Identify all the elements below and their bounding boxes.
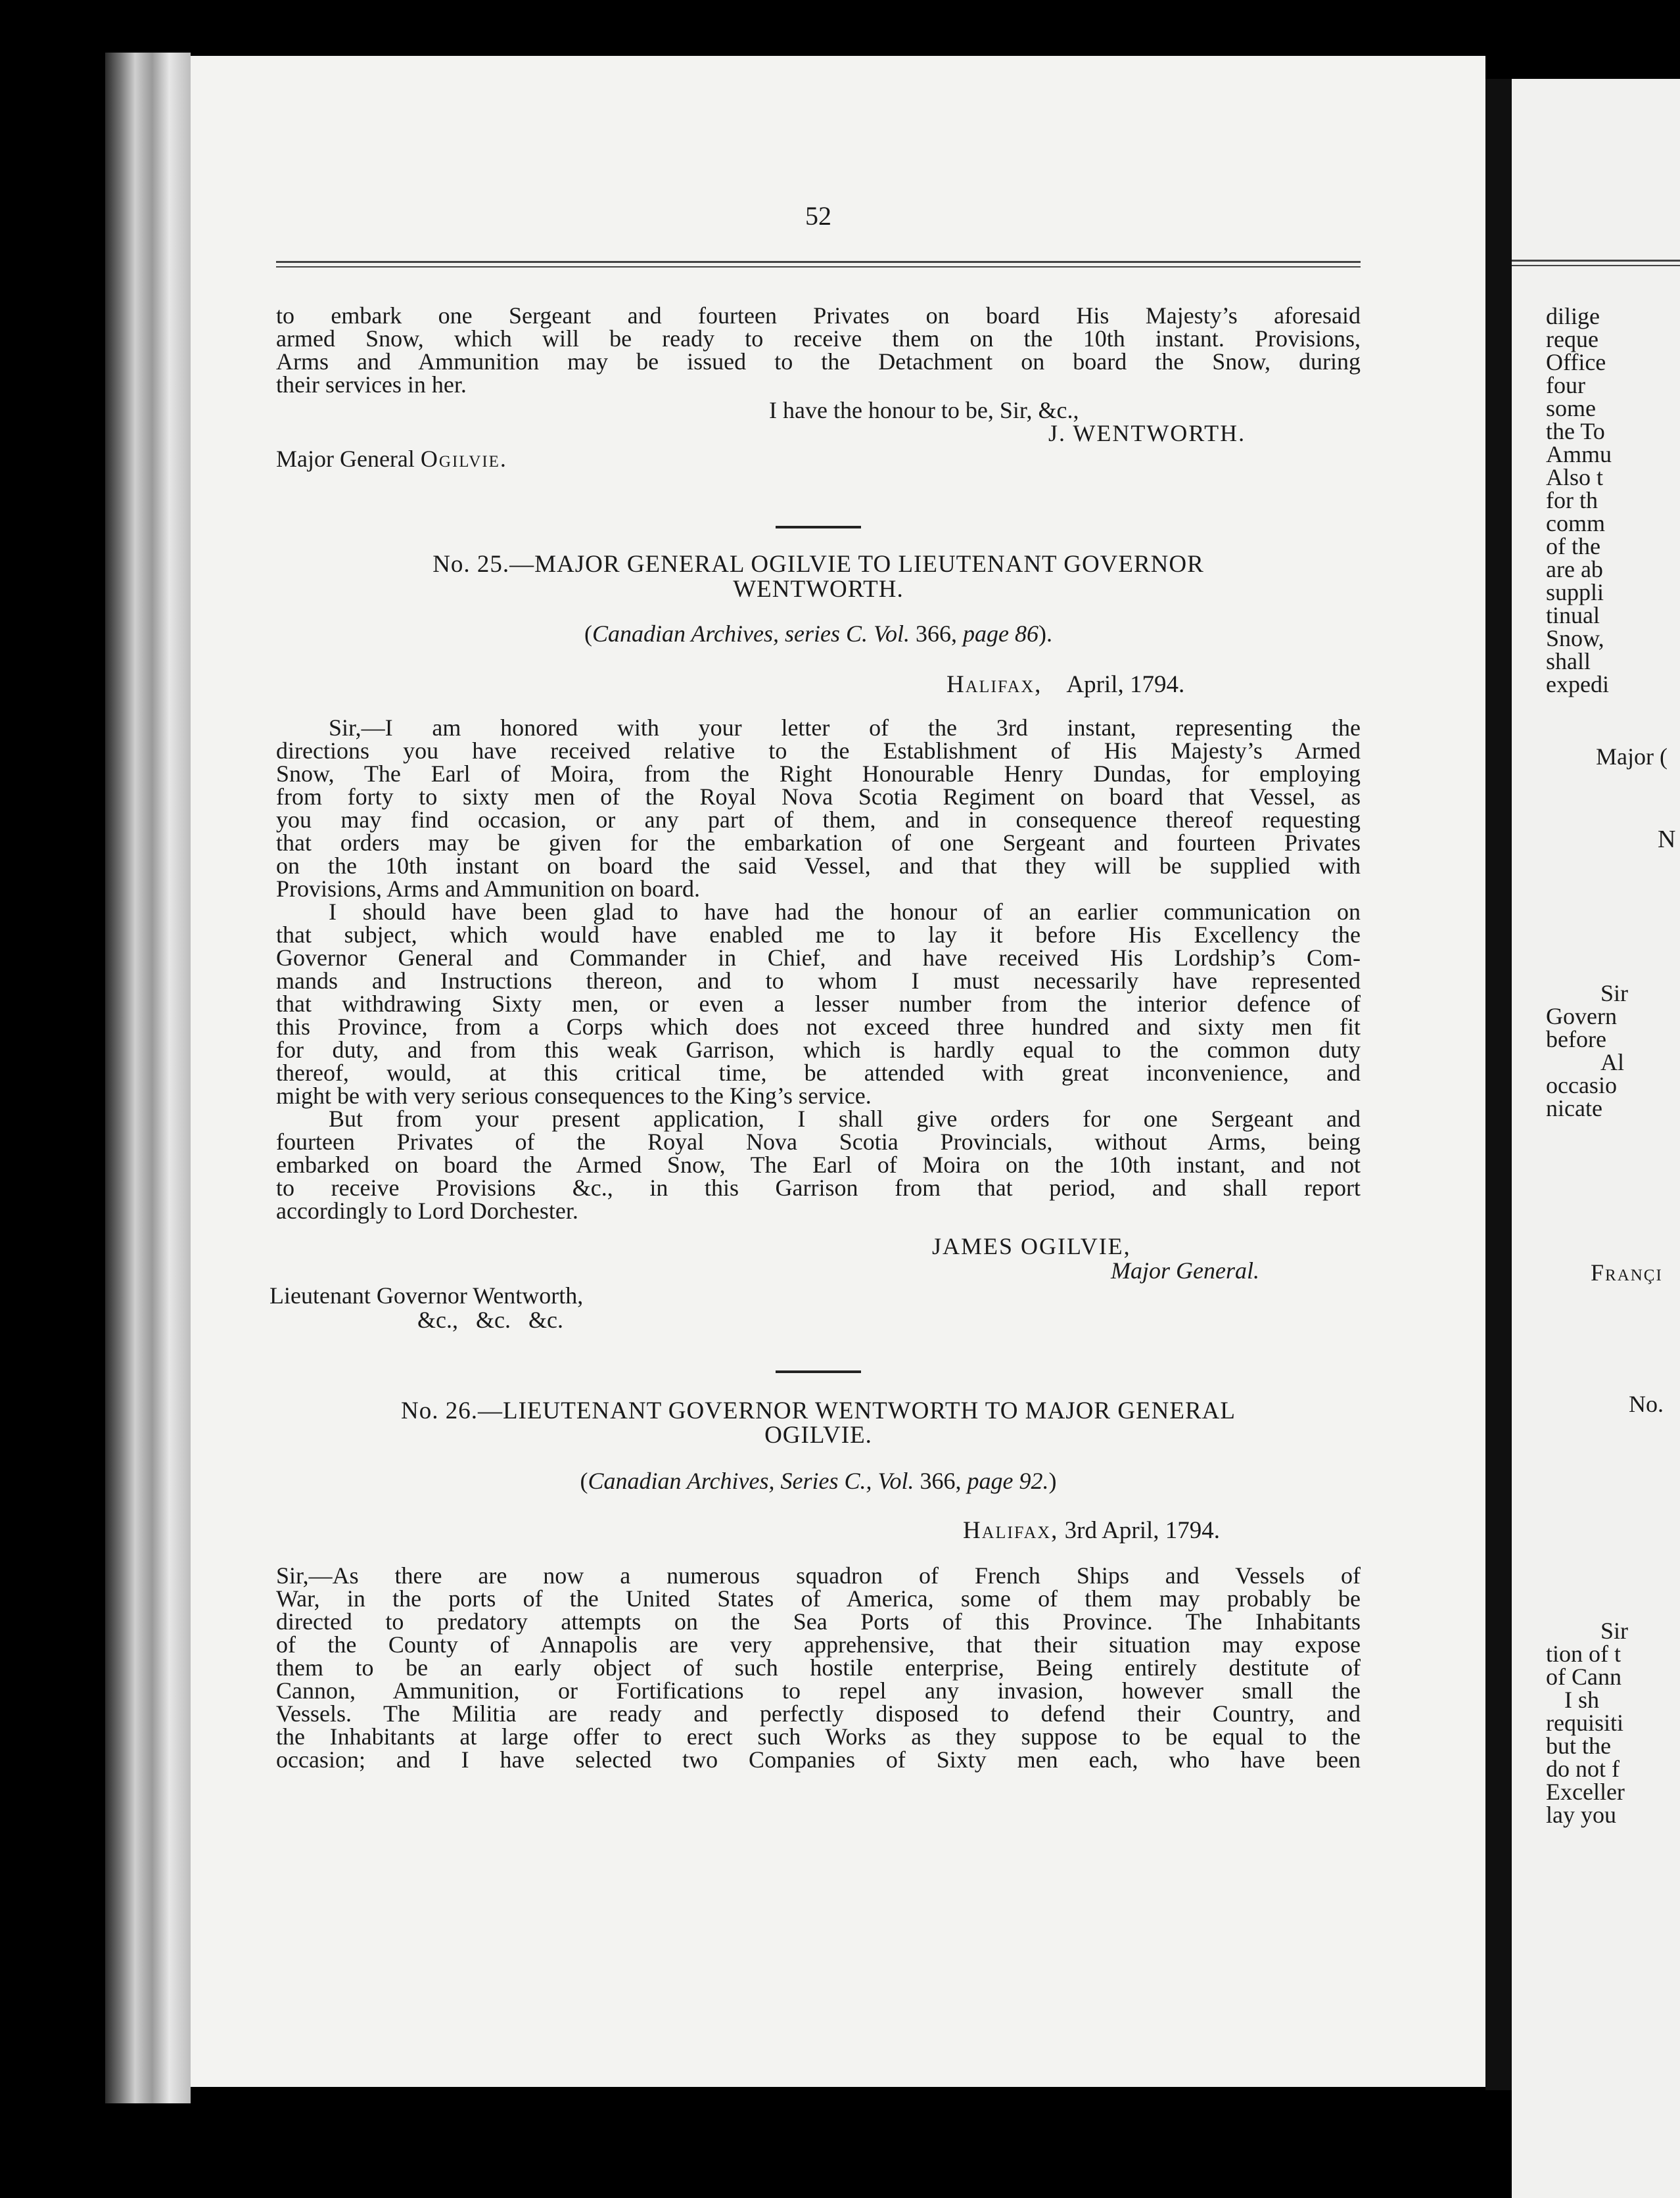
text-line: that subject, which would have enabled me to lay it before His Excellency the	[276, 922, 1361, 948]
text-line: Governor General and Commander in Chief, and have received His Lordship’s Com-	[276, 945, 1361, 971]
text-line: the Inhabitants at large offer to erect such Works as they suppose to be equal to the	[276, 1723, 1361, 1750]
letter-25-heading-line1: No. 25.—MAJOR GENERAL OGILVIE TO LIEUTENANT GOVERNOR	[432, 551, 1204, 578]
letter-25-dateline	[946, 670, 1184, 699]
text-line: War, in the ports of the United States of America, some of them may probably be	[276, 1585, 1361, 1612]
text-line: I should have been glad to have had the honour of an earlier communication on	[329, 899, 1361, 925]
book-spine	[105, 53, 191, 2103]
text-line: of the County of Annapolis are very apprehensive, that their situation may expose	[276, 1631, 1361, 1658]
fragment: I sh	[1564, 1687, 1599, 1713]
text-line: embarked on board the Armed Snow, The Earl of Moira on the 10th instant, and not	[276, 1152, 1361, 1178]
letter-25-paragraph-3	[276, 1108, 1361, 1223]
text-line: accordingly to Lord Dorchester.	[276, 1198, 578, 1224]
place: Halifax,	[963, 1517, 1059, 1544]
fragment: do not f	[1546, 1756, 1620, 1782]
fragment: Govern	[1546, 1003, 1617, 1029]
source-volume: 366,	[920, 1468, 962, 1494]
letter-26-heading-line2: OGILVIE.	[764, 1422, 872, 1449]
text-line: Cannon, Ammunition, or Fortifications to repel any invasion, however small the	[276, 1677, 1361, 1704]
fragment: lay you	[1546, 1802, 1616, 1828]
fragment: shall	[1546, 648, 1591, 674]
date: 3rd April, 1794.	[1064, 1517, 1221, 1544]
signature-rank: Major General.	[1111, 1257, 1259, 1284]
closing-line: I have the honour to be, Sir, &c.,	[769, 397, 1079, 423]
text-line: to receive Provisions &c., in this Garrison from that period, and shall report	[276, 1175, 1361, 1201]
source-prefix: (	[580, 1468, 588, 1494]
letter-25-addressee-line1: Lieutenant Governor Wentworth,	[269, 1282, 584, 1309]
section-divider	[776, 526, 861, 528]
text-line: their services in her.	[276, 371, 467, 398]
addressee-name: Ogilvie.	[420, 446, 507, 472]
fragment: comm	[1546, 510, 1605, 536]
fragment: Sir	[1600, 1618, 1629, 1644]
continuation-paragraph	[276, 304, 1361, 396]
facing-header-rule	[1512, 260, 1680, 262]
source-volume: 366,	[916, 620, 957, 647]
text-line: Snow, The Earl of Moira, from the Right Honourable Henry Dundas, for employing	[276, 760, 1361, 787]
text-line: thereof, would, at this critical time, be attended with great inconvenience, and	[276, 1060, 1361, 1086]
letter-25-heading-line2: WENTWORTH.	[733, 576, 904, 603]
addressee-prefix: Major General	[276, 446, 421, 472]
text-line: But from your present application, I shall give orders for one Sergeant and	[329, 1106, 1361, 1132]
letter-25-paragraph-2	[276, 900, 1361, 1108]
fragment: before	[1546, 1026, 1606, 1052]
fragment: tinual	[1546, 602, 1600, 628]
letter-26-heading-line1: No. 26.—LIEUTENANT GOVERNOR WENTWORTH TO MAJOR GENERAL	[401, 1397, 1236, 1424]
fragment: Snow,	[1546, 625, 1604, 651]
letter-25-source	[276, 620, 1361, 647]
fragment: expedi	[1546, 671, 1609, 697]
text-line: that withdrawing Sixty men, or even a lesser number from the interior defence of	[276, 991, 1361, 1017]
source-archives: Canadian Archives, series C. Vol.	[592, 620, 910, 647]
fragment: tion of t	[1546, 1641, 1621, 1667]
place: Halifax,	[946, 671, 1042, 698]
text-line: directed to predatory attempts on the Sea Ports of this Province. The Inhabitants	[276, 1608, 1361, 1635]
letter-26-paragraph-1	[276, 1564, 1361, 1771]
text-line: armed Snow, which will be ready to receive them on the 10th instant. Provisions,	[276, 325, 1361, 352]
fragment: Sir	[1600, 980, 1629, 1006]
text-line: them to be an early object of such hostile enterprise, Being entirely destitute of	[276, 1654, 1361, 1681]
page-gutter	[1485, 79, 1512, 2090]
facing-page	[1512, 79, 1680, 2198]
source-prefix: (	[584, 620, 593, 647]
fragment-francais: Françi	[1591, 1259, 1663, 1286]
fragment-major: Major (	[1596, 743, 1668, 770]
fragment: Al	[1600, 1049, 1624, 1075]
fragment: of the	[1546, 533, 1600, 559]
header-rule-bottom	[276, 266, 1361, 268]
text-line: Vessels. The Militia are ready and perfectly disposed to defend their Country, and	[276, 1700, 1361, 1727]
source-archives: Canadian Archives, Series C., Vol.	[588, 1468, 914, 1494]
source-page: page 86	[963, 620, 1038, 647]
source-suffix: )	[1048, 1468, 1057, 1494]
fragment-no: No.	[1629, 1391, 1664, 1417]
source-page: page 92.	[967, 1468, 1049, 1494]
text-line: mands and Instructions thereon, and to whom I must necessarily have represented	[276, 968, 1361, 994]
addressee	[276, 445, 507, 473]
fragment: requisiti	[1546, 1710, 1623, 1736]
section-divider	[776, 1370, 861, 1373]
date: April, 1794.	[1066, 671, 1185, 698]
page-number: 52	[805, 201, 831, 231]
facing-header-rule	[1512, 265, 1680, 266]
letter-25-addressee-line2: &c., &c. &c.	[417, 1307, 563, 1333]
fragment: occasio	[1546, 1072, 1617, 1098]
fragment: Exceller	[1546, 1779, 1625, 1805]
text-line: that orders may be given for the embarkation of one Sergeant and fourteen Privates	[276, 830, 1361, 856]
fragment: of Cann	[1546, 1664, 1622, 1690]
fragment: four	[1546, 372, 1585, 398]
fragment: dilige	[1546, 303, 1600, 329]
text-line: Arms and Ammunition may be issued to the Detachment on board the Snow, during	[276, 348, 1361, 375]
fragment: suppli	[1546, 579, 1604, 605]
text-line: to embark one Sergeant and fourteen Privates on board His Majesty’s aforesaid	[276, 302, 1361, 329]
text-line: from forty to sixty men of the Royal Nova Scotia Regiment on board that Vessel, as	[276, 783, 1361, 810]
letter-25-paragraph-1	[276, 716, 1361, 900]
fragment: nicate	[1546, 1095, 1602, 1121]
signature-wentworth: J. WENTWORTH.	[1048, 420, 1246, 446]
fragment-n: N	[1658, 826, 1676, 853]
text-line: on the 10th instant on board the said Vessel, and that they will be supplied with	[276, 853, 1361, 879]
letter-26-dateline	[963, 1516, 1220, 1545]
letter-26-source	[276, 1467, 1361, 1495]
text-line: occasion; and I have selected two Companies of Sixty men each, who have been	[276, 1746, 1361, 1773]
text-line: Provisions, Arms and Ammunition on board.	[276, 876, 701, 902]
text-line: this Province, from a Corps which does not exceed three hundred and sixty men fit	[276, 1014, 1361, 1040]
text-line: for duty, and from this weak Garrison, which is hardly equal to the common duty	[276, 1037, 1361, 1063]
source-suffix: ).	[1038, 620, 1052, 647]
fragment: but the	[1546, 1733, 1611, 1759]
fragment: Ammu	[1546, 441, 1612, 467]
fragment: Also t	[1546, 464, 1604, 490]
text-line: Sir,—I am honored with your letter of the 3rd instant, representing the	[329, 714, 1361, 741]
fragment: reque	[1546, 326, 1598, 352]
text-line: might be with very serious consequences to the King’s service.	[276, 1083, 872, 1109]
fragment: the To	[1546, 418, 1605, 444]
fragment: some	[1546, 395, 1596, 421]
header-rule-top	[276, 261, 1361, 263]
left-page	[191, 56, 1485, 2087]
signature-ogilvie: JAMES OGILVIE,	[932, 1233, 1131, 1259]
text-line: fourteen Privates of the Royal Nova Scotia Provincials, without Arms, being	[276, 1129, 1361, 1155]
text-line: directions you have received relative to the Establishment of His Majesty’s Armed	[276, 737, 1361, 764]
fragment: for th	[1546, 487, 1598, 513]
fragment: Office	[1546, 349, 1606, 375]
fragment: are ab	[1546, 556, 1603, 582]
text-line: Sir,—As there are now a numerous squadron of French Ships and Vessels of	[276, 1562, 1361, 1589]
text-line: you may find occasion, or any part of them, and in consequence thereof requesting	[276, 807, 1361, 833]
